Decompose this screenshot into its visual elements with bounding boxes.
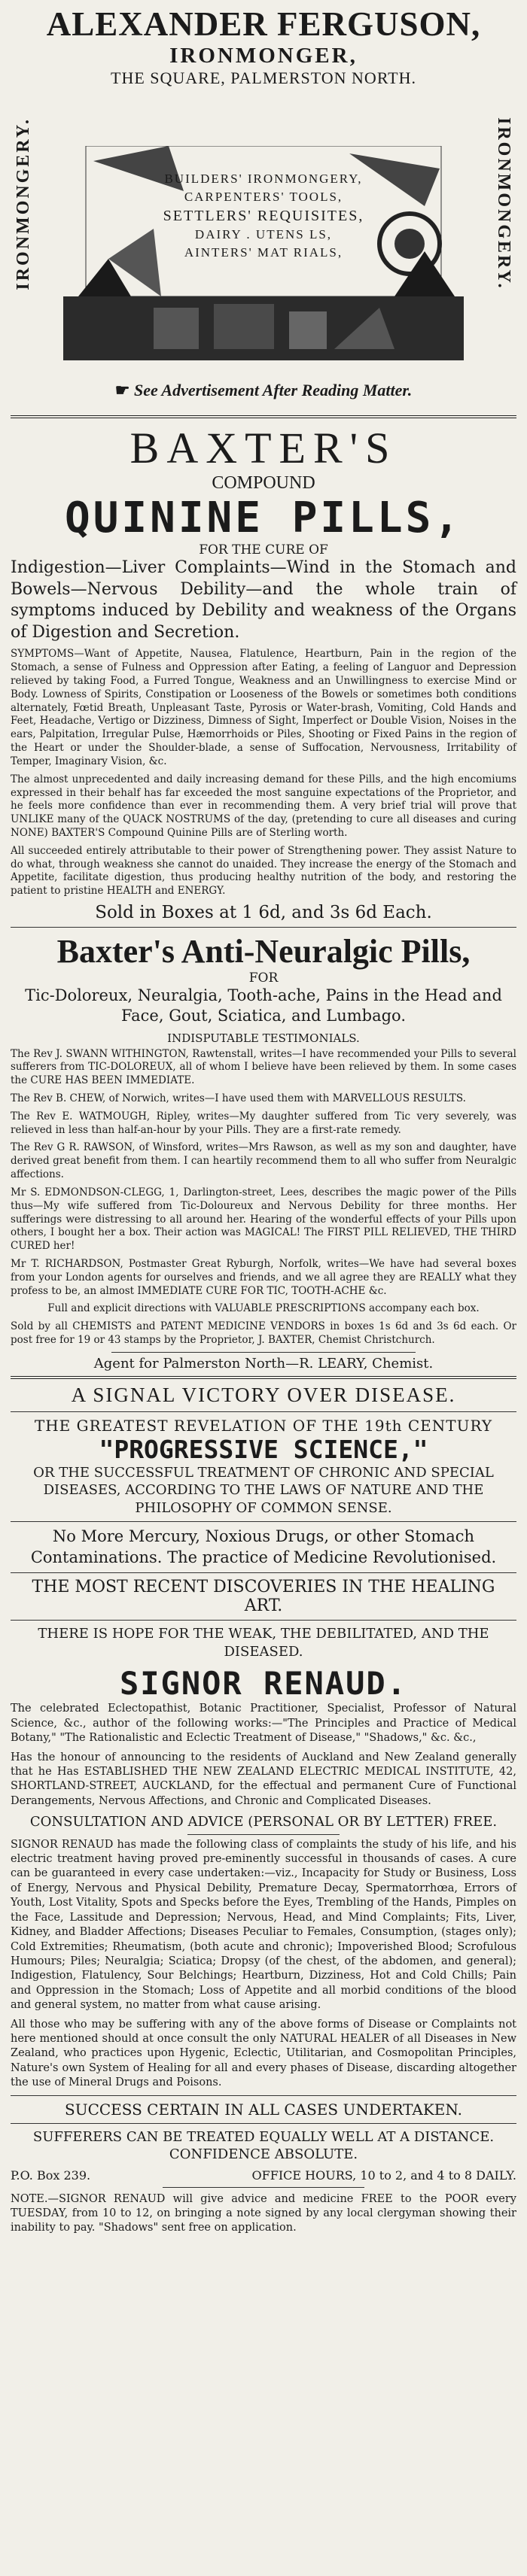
- success-certain: SUCCESS CERTAIN IN ALL CASES UNDERTAKEN.: [65, 2100, 462, 2119]
- divider: [163, 2187, 365, 2188]
- product-line-4: DAIRY . UTENS LS,: [194, 227, 333, 242]
- honour-paragraph: Has the honour of announcing to the residents of Auckland and New Zealand generally that he Has ESTABLISHED THE NEW ZEALAND ELECTRIC MEDICAL INSTITUTE, 42, SHORTLAND-STREET, AUCKLAND, for the effectual and permanent Cure of Functional Derangements, Nervous Affections, and Chronic and Complicated Diseases.: [11, 1751, 516, 1807]
- anti-neuralgic-title: Baxter's Anti-Neuralgic Pills,: [56, 933, 471, 970]
- side-label-right: IRONMONGERY.: [494, 117, 513, 290]
- product-line-3: SETTLERS' REQUISITES,: [163, 208, 364, 224]
- testimonials-heading: INDISPUTABLE TESTIMONIALS.: [167, 1031, 360, 1045]
- or-line: OR THE SUCCESSFUL TREATMENT OF CHRONIC AND SPECIAL DISEASES, ACCORDING TO THE LAWS OF NATURE AND THE PHILOSOPHY OF COMMON SENSE.: [33, 1464, 494, 1516]
- directions-note: Full and explicit directions with VALUABLE PRESCRIPTIONS accompany each box.: [47, 1302, 480, 1315]
- testimonial: The Rev B. CHEW, of Norwich, writes—I have used them with MARVELLOUS RESULTS.: [11, 1092, 466, 1105]
- no-more-mercury: No More Mercury, Noxious Drugs, or other Stomach Contaminations. The practice of Medicine Revolutionised.: [30, 1527, 497, 1566]
- product-line-2: CARPENTERS' TOOLS,: [184, 190, 343, 204]
- divider: [11, 1572, 516, 1573]
- testimonial: Mr S. EDMONDSON-CLEGG, 1, Darlington-street, Lees, describes the magic power of the Pills thus—My wife suffered from Tic-Doloureux and Nervous Debility for three months. Her sufferings were distressing to all around her. Hearing of the wonderful effects of your Pills upon others, I bought her a box. Their action was MAGICAL! The FIRST PILL RELIEVED, THE THIRD CURED her!: [11, 1186, 516, 1253]
- divider: [11, 927, 516, 928]
- testimonial: Mr T. RICHARDSON, Postmaster Great Ryburgh, Norfolk, writes—We have had several boxes from your London agents for ourselves and friends, and we all agree they are REALLY what they profess to be, an almost IMMEDIATE CURE FOR TIC, TOOTH-ACHE &c.: [11, 1257, 516, 1297]
- sold-by-note: Sold by all CHEMISTS and PATENT MEDICINE VENDORS in boxes 1s 6d and 3s 6d each. Or post free for 19 or 43 stamps by the Proprietor, J. BAXTER, Chemist Christchurch.: [11, 1320, 516, 1347]
- baxter-title: BAXTER'S: [129, 424, 398, 472]
- divider: [11, 1521, 516, 1522]
- divider: [11, 2123, 516, 2124]
- ferguson-address: THE SQUARE, PALMERSTON NORTH.: [111, 68, 416, 87]
- ferguson-name: ALEXANDER FERGUSON,: [46, 5, 481, 43]
- anti-neuralgic-advert: [11, 932, 516, 1372]
- demand-paragraph: The almost unprecedented and daily increasing demand for these Pills, and the high encomiums expressed in their behalf has far exceeded the most sanguine expectations of the Proprietor, and he feels more confidence than ever in recommending them. A very brief trial will prove that UNLIKE many of the QUACK NOSTRUMS of the day, (pretending to cure all diseases and curing NONE) BAXTER'S Compound Quinine Pills are of Sterling worth.: [11, 773, 516, 839]
- recent-discoveries: THE MOST RECENT DISCOVERIES IN THE HEALING ART.: [32, 1578, 495, 1616]
- product-line-5: AINTERS' MAT RIALS,: [184, 245, 343, 260]
- all-those-paragraph: All those who may be suffering with any of the above forms of Disease or Complaints not here mentioned should at once consult the only NATURAL HEALER of all Diseases in New Zealand, who practices upon Hygenic, Eclectic, Utilitarian, and Cosmopolitan Principles, Nature's own System of Healing for all and every phases of Disease, discarding altogether the use of Mineral Drugs and Poisons.: [11, 2018, 516, 2089]
- signor-renaud-heading: SIGNOR RENAUD.: [119, 1665, 407, 1703]
- contact-line: [11, 2168, 516, 2183]
- complaints-paragraph: SIGNOR RENAUD has made the following class of complaints the study of his life, and his electric treatment having proved pre-eminently successful in thousands of cases. A cure can be guaranteed in every case undertaken:—viz., Incapacity for Study or Business, Loss of Energy, Nervous and Physical Debility, Premature Decay, Spermatorrhœa, Errors of Youth, Lost Vitality, Spots and Specks before the Eyes, Trembling of the Hands, Pimples on the Face, Lassitude and Depression; Nervous, Head, and Mind Complaints; Fits, Liver, Kidney, and Bladder Affections; Diseases Peculiar to Females, Consumption, (stages only); Cold Extremities; Rheumatism, (both acute and chronic); Impoverished Blood; Scrofulous Humours; Piles; Neuralgia; Sciatica; Dropsy (of the chest, of the abdomen, and general); Indigestion, Flatulency, Sour Belchings; Heartburn, Dizziness, Hot and Cold Chills; Pain and Oppression in the Stomach; Loss of Appetite and all morbid conditions of the blood and general system, no matter from what cause arising.: [11, 1838, 516, 2012]
- agent-line: Agent for Palmerston North—R. LEARY, Chemist.: [93, 1355, 434, 1372]
- baxter-quinine-advert: [11, 423, 516, 922]
- divider: [11, 1376, 516, 1379]
- office-hours: OFFICE HOURS, 10 to 2, and 4 to 8 DAILY.: [251, 2167, 516, 2183]
- divider: [11, 415, 516, 418]
- divider: [11, 1620, 516, 1621]
- symptoms-paragraph: SYMPTOMS—Want of Appetite, Nausea, Flatulence, Heartburn, Pain in the region of the Stomach, a sense of Fulness and Oppression after Eating, a feeling of Languor and Depression relieved by taking Food, a Furred Tongue, Weakness and an Unwillingness to exercise Mind or Body. Lowness of Spirits, Constipation or Looseness of the Bowels or sometimes both conditions alternately, Fœtid Breath, Unpleasant Taste, Pyrosis or Water-brash, Vomiting, Cold Hands and Feet, Headache, Vertigo or Dizziness, Dimness of Sight, Imperfect or Double Vision, Noises in the ears, Palpitation, Irregular Pulse, Hæmorrhoids or Piles, Shooting or Fixed Pains in the region of the Heart or under the Shoulder-blade, a sense of Suffocation, Nervousness, Irritability of Temper, Imaginary Vision, &c.: [11, 648, 516, 767]
- note-paragraph: NOTE.—SIGNOR RENAUD will give advice and medicine FREE to the POOR every TUESDAY, from 10 to 12, on bringing a note signed by any local clergyman showing their inability to pay. "Shadows" sent free on application.: [11, 2192, 516, 2234]
- signal-victory-heading: A SIGNAL VICTORY OVER DISEASE.: [71, 1383, 456, 1406]
- divider: [11, 2095, 516, 2096]
- divider: [111, 1352, 415, 1353]
- newspaper-column: [11, 0, 516, 2240]
- neuralgic-lead: Tic-Doloreux, Neuralgia, Tooth-ache, Pains in the Head and Face, Gout, Sciatica, and Lumbago.: [25, 986, 502, 1025]
- pointing-hand-icon: ☛: [114, 381, 134, 399]
- sufferers-line: SUFFERERS CAN BE TREATED EQUALLY WELL AT A DISTANCE. CONFIDENCE ABSOLUTE.: [32, 2128, 495, 2163]
- side-label-left: IRONMONGERY.: [14, 117, 33, 290]
- cure-lead: Indigestion—Liver Complaints—Wind in the Stomach and Bowels—Nervous Debility—and the whole train of symptoms induced by Debility and weakness of the Organs of Digestion and Secretion.: [11, 558, 516, 642]
- celebrated-paragraph: The celebrated Eclectopathist, Botanic Practitioner, Specialist, Professor of Natural Science, &c., author of the following works:—"The Principles and Practice of Medical Botany," "The Rationalistic and Eclectic Treatment of Disease," "Shadows," &c. &c.,: [11, 1703, 516, 1745]
- ferguson-trade: IRONMONGER,: [169, 44, 358, 68]
- greatest-revelation: THE GREATEST REVELATION OF THE 19th CENTURY: [34, 1416, 493, 1435]
- divider: [11, 1411, 516, 1412]
- relief-paragraph: All succeeded entirely attributable to their power of Strengthening power. They assist Nature to do what, through weakness she cannot do unaided. They increase the energy of the Stomach and Appetite, facilitate digestion, thus producing healthy nutrition of the body, and restoring the patient to pristine HEALTH and ENERGY.: [11, 844, 516, 898]
- quinine-price: Sold in Boxes at 1 6d, and 3s 6d Each.: [95, 903, 432, 922]
- hope-line: THERE IS HOPE FOR THE WEAK, THE DEBILITATED, AND THE DISEASED.: [38, 1626, 489, 1660]
- ferguson-advert: [11, 5, 516, 411]
- progressive-science: "PROGRESSIVE SCIENCE,": [99, 1434, 428, 1464]
- renaud-advert: [11, 1384, 516, 2236]
- po-box: P.O. Box 239.: [11, 2167, 91, 2183]
- for-cure-label: FOR THE CURE OF: [199, 542, 328, 557]
- divider: [187, 1834, 340, 1835]
- product-line-1: BUILDERS' IRONMONGERY,: [164, 172, 363, 186]
- compound-label: COMPOUND: [212, 473, 315, 493]
- for-label: FOR: [248, 971, 279, 986]
- testimonial: The Rev E. WATMOUGH, Ripley, writes—My daughter suffered from Tic very severely, was relieved in less than half-an-hour by your Pills. They are a first-rate remedy.: [11, 1110, 516, 1136]
- consultation-line: CONSULTATION AND ADVICE (PERSONAL OR BY LETTER) FREE.: [29, 1814, 498, 1830]
- quinine-pills-heading: QUININE PILLS,: [64, 494, 462, 542]
- see-advertisement: ☛ See Advertisement After Reading Matter.: [114, 381, 413, 399]
- testimonial: The Rev G R. RAWSON, of Winsford, writes—Mrs Rawson, as well as my son and daughter, have derived great benefit from them. I can heartily recommend them to all who suffer from Neuralgic affections.: [11, 1141, 516, 1181]
- testimonial: The Rev J. SWANN WITHINGTON, Rawtenstall, writes—I have recommended your Pills to several sufferers from TIC-DOLOREUX, all of whom I believe have been relieved by them. In some cases the CURE HAS BEEN IMMEDIATE.: [11, 1047, 516, 1087]
